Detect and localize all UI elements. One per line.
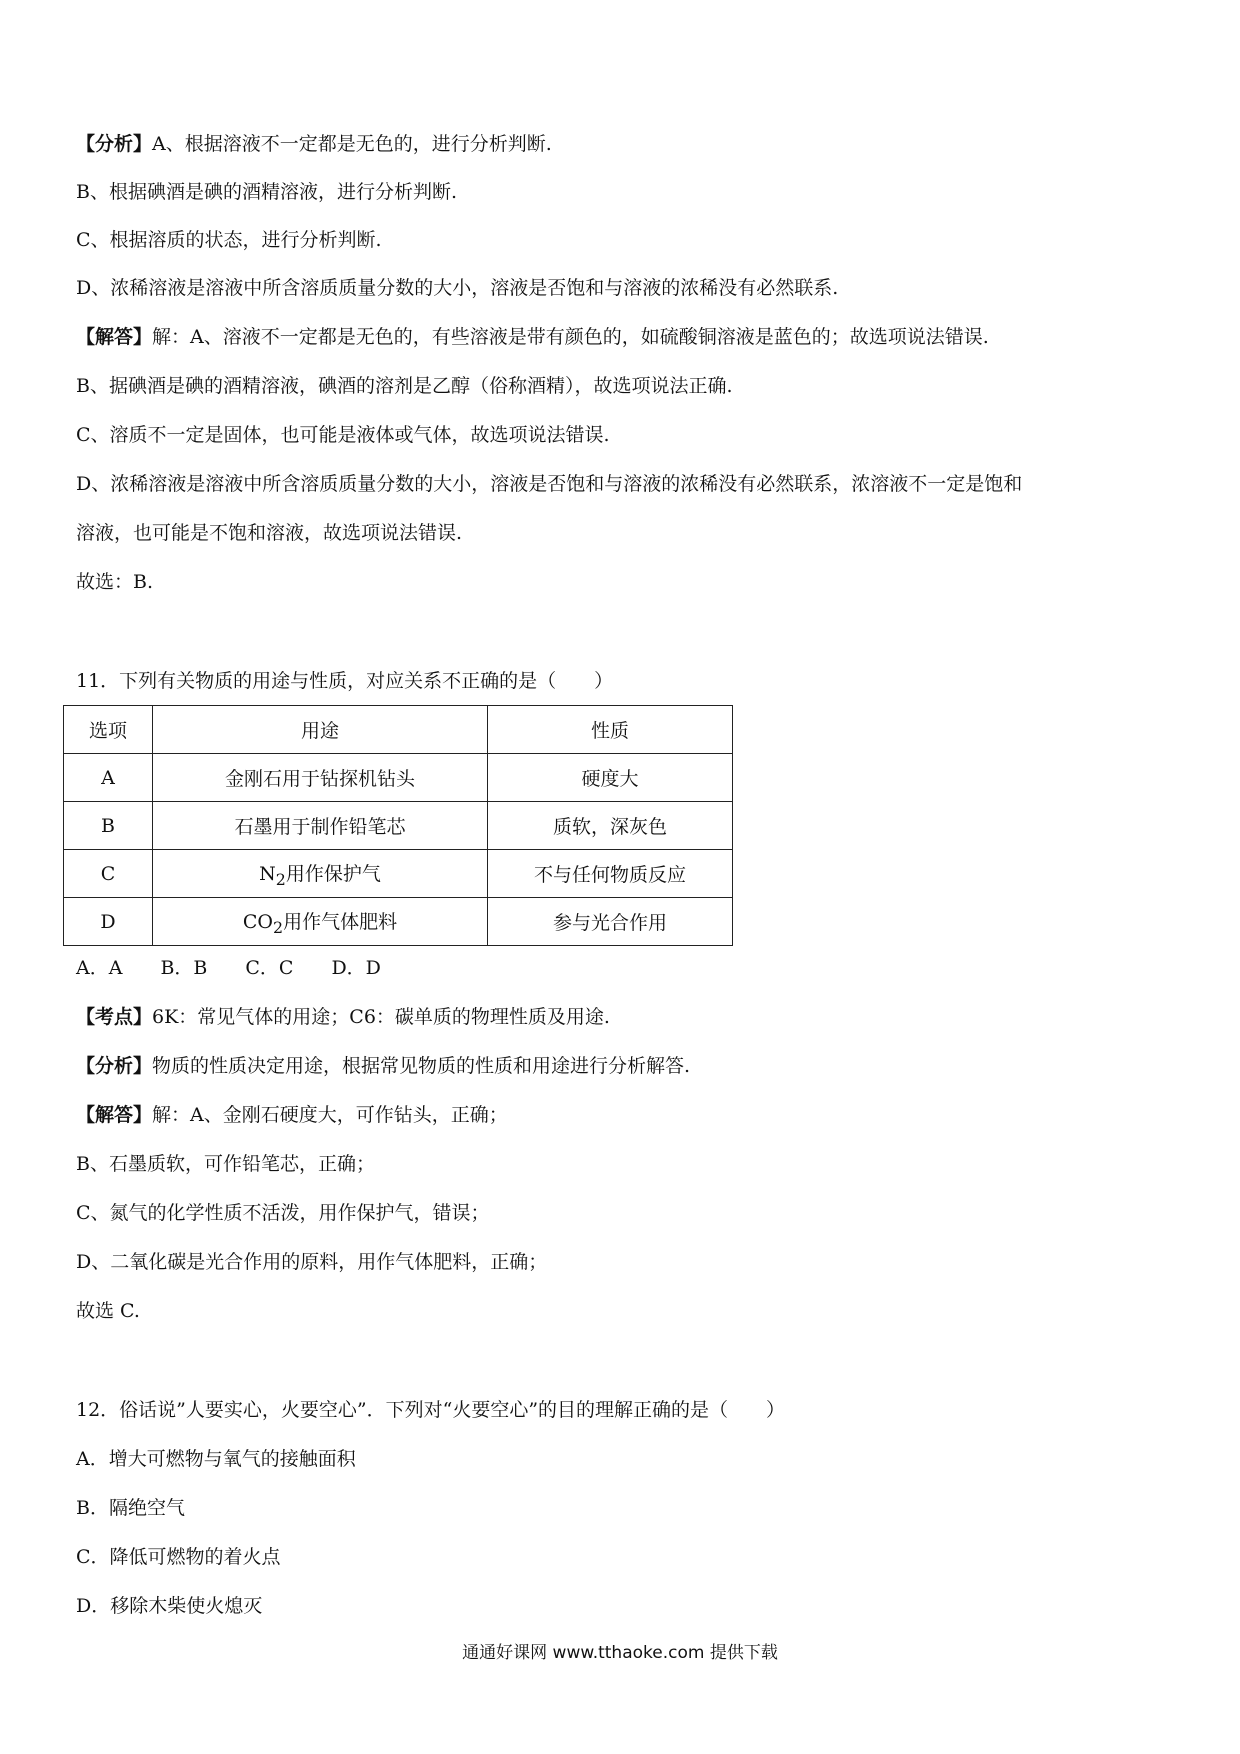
cell-option: A [64,754,153,802]
header-use: 用途 [153,706,488,754]
prev-answer-d2: 溶液，也可能是不饱和溶液，故选项说法错误. [76,522,463,544]
answer-text: 解：A、溶液不一定都是无色的，有些溶液是带有颜色的，如硫酸铜溶液是蓝色的；故选项说法错误. [152,326,989,348]
prev-choice: 故选：B. [76,571,154,593]
prev-answer-d1: D、浓稀溶液是溶液中所含溶质质量分数的大小，溶液是否饱和与溶液的浓稀没有必然联系，浓溶液不一定是饱和 [76,473,1023,495]
answer-text: 解：A、金刚石硬度大，可作钻头，正确； [152,1104,508,1126]
cell-property: 质软，深灰色 [488,802,733,850]
cell-property: 硬度大 [488,754,733,802]
analysis-tag: 【分析】 [76,133,153,155]
formula-subscript: 2 [275,869,286,889]
answer-tag: 【解答】 [76,326,153,348]
prev-analysis-d: D、浓稀溶液是溶液中所含溶质质量分数的大小，溶液是否饱和与溶液的浓稀没有必然联系. [76,277,839,299]
cell-property: 参与光合作用 [488,898,733,946]
use-text: 用作气体肥料 [283,910,398,933]
q12-option-b: B．隔绝空气 [76,1497,185,1519]
cell-option: D [64,898,153,946]
q12-stem: 12．俗话说”人要实心，火要空心”．下列对“火要空心”的目的理解正确的是（ ） [76,1399,786,1421]
q12-option-c: C．降低可燃物的着火点 [76,1546,281,1568]
prev-analysis-c: C、根据溶质的状态，进行分析判断. [76,229,382,251]
cell-use [153,898,488,946]
q11-answer-a [76,1102,508,1128]
answer-tag: 【解答】 [76,1104,153,1126]
table-row [64,802,733,850]
analysis-text: A、根据溶液不一定都是无色的，进行分析判断. [152,133,552,155]
table-row [64,898,733,946]
q12-option-d: D．移除木柴使火熄灭 [76,1595,263,1617]
q11-stem: 11．下列有关物质的用途与性质，对应关系不正确的是（ ） [76,670,614,692]
kaodian-text: 6K：常见气体的用途；C6：碳单质的物理性质及用途. [152,1006,610,1028]
analysis-text: 物质的性质决定用途，根据常见物质的性质和用途进行分析解答. [152,1055,691,1077]
cell-property: 不与任何物质反应 [488,850,733,898]
q11-kaodian [76,1004,610,1030]
formula: CO [242,910,274,933]
q11-choice: 故选 C. [76,1300,140,1322]
q11-table [63,705,733,946]
page-footer: 通通好课网 www.tthaoke.com 提供下载 [462,1643,778,1663]
cell-option: C [64,850,153,898]
q11-analysis [76,1053,690,1079]
prev-answer-a [76,324,989,350]
prev-analysis-a [76,131,552,157]
analysis-tag: 【分析】 [76,1055,153,1077]
prev-answer-b: B、据碘酒是碘的酒精溶液，碘酒的溶剂是乙醇（俗称酒精），故选项说法正确. [76,375,733,397]
table-header-row [64,706,733,754]
q11-answer-c: C、氮气的化学性质不活泼，用作保护气，错误； [76,1202,490,1224]
header-property: 性质 [488,706,733,754]
cell-option: B [64,802,153,850]
cell-use [153,850,488,898]
q11-answer-b: B、石墨质软，可作铅笔芯，正确； [76,1153,375,1175]
kaodian-tag: 【考点】 [76,1006,153,1028]
cell-use: 金刚石用于钻探机钻头 [153,754,488,802]
header-option: 选项 [64,706,153,754]
prev-answer-c: C、溶质不一定是固体，也可能是液体或气体，故选项说法错误. [76,424,610,446]
formula: N [259,862,276,885]
cell-use: 石墨用于制作铅笔芯 [153,802,488,850]
q12-option-a: A．增大可燃物与氧气的接触面积 [76,1448,356,1470]
q11-options: A．A B．B C．C D．D [76,957,381,979]
prev-analysis-b: B、根据碘酒是碘的酒精溶液，进行分析判断. [76,181,458,203]
use-text: 用作保护气 [285,862,381,885]
formula-subscript: 2 [273,917,284,937]
q11-answer-d: D、二氧化碳是光合作用的原料，用作气体肥料，正确； [76,1251,548,1273]
table-row [64,850,733,898]
table-row [64,754,733,802]
